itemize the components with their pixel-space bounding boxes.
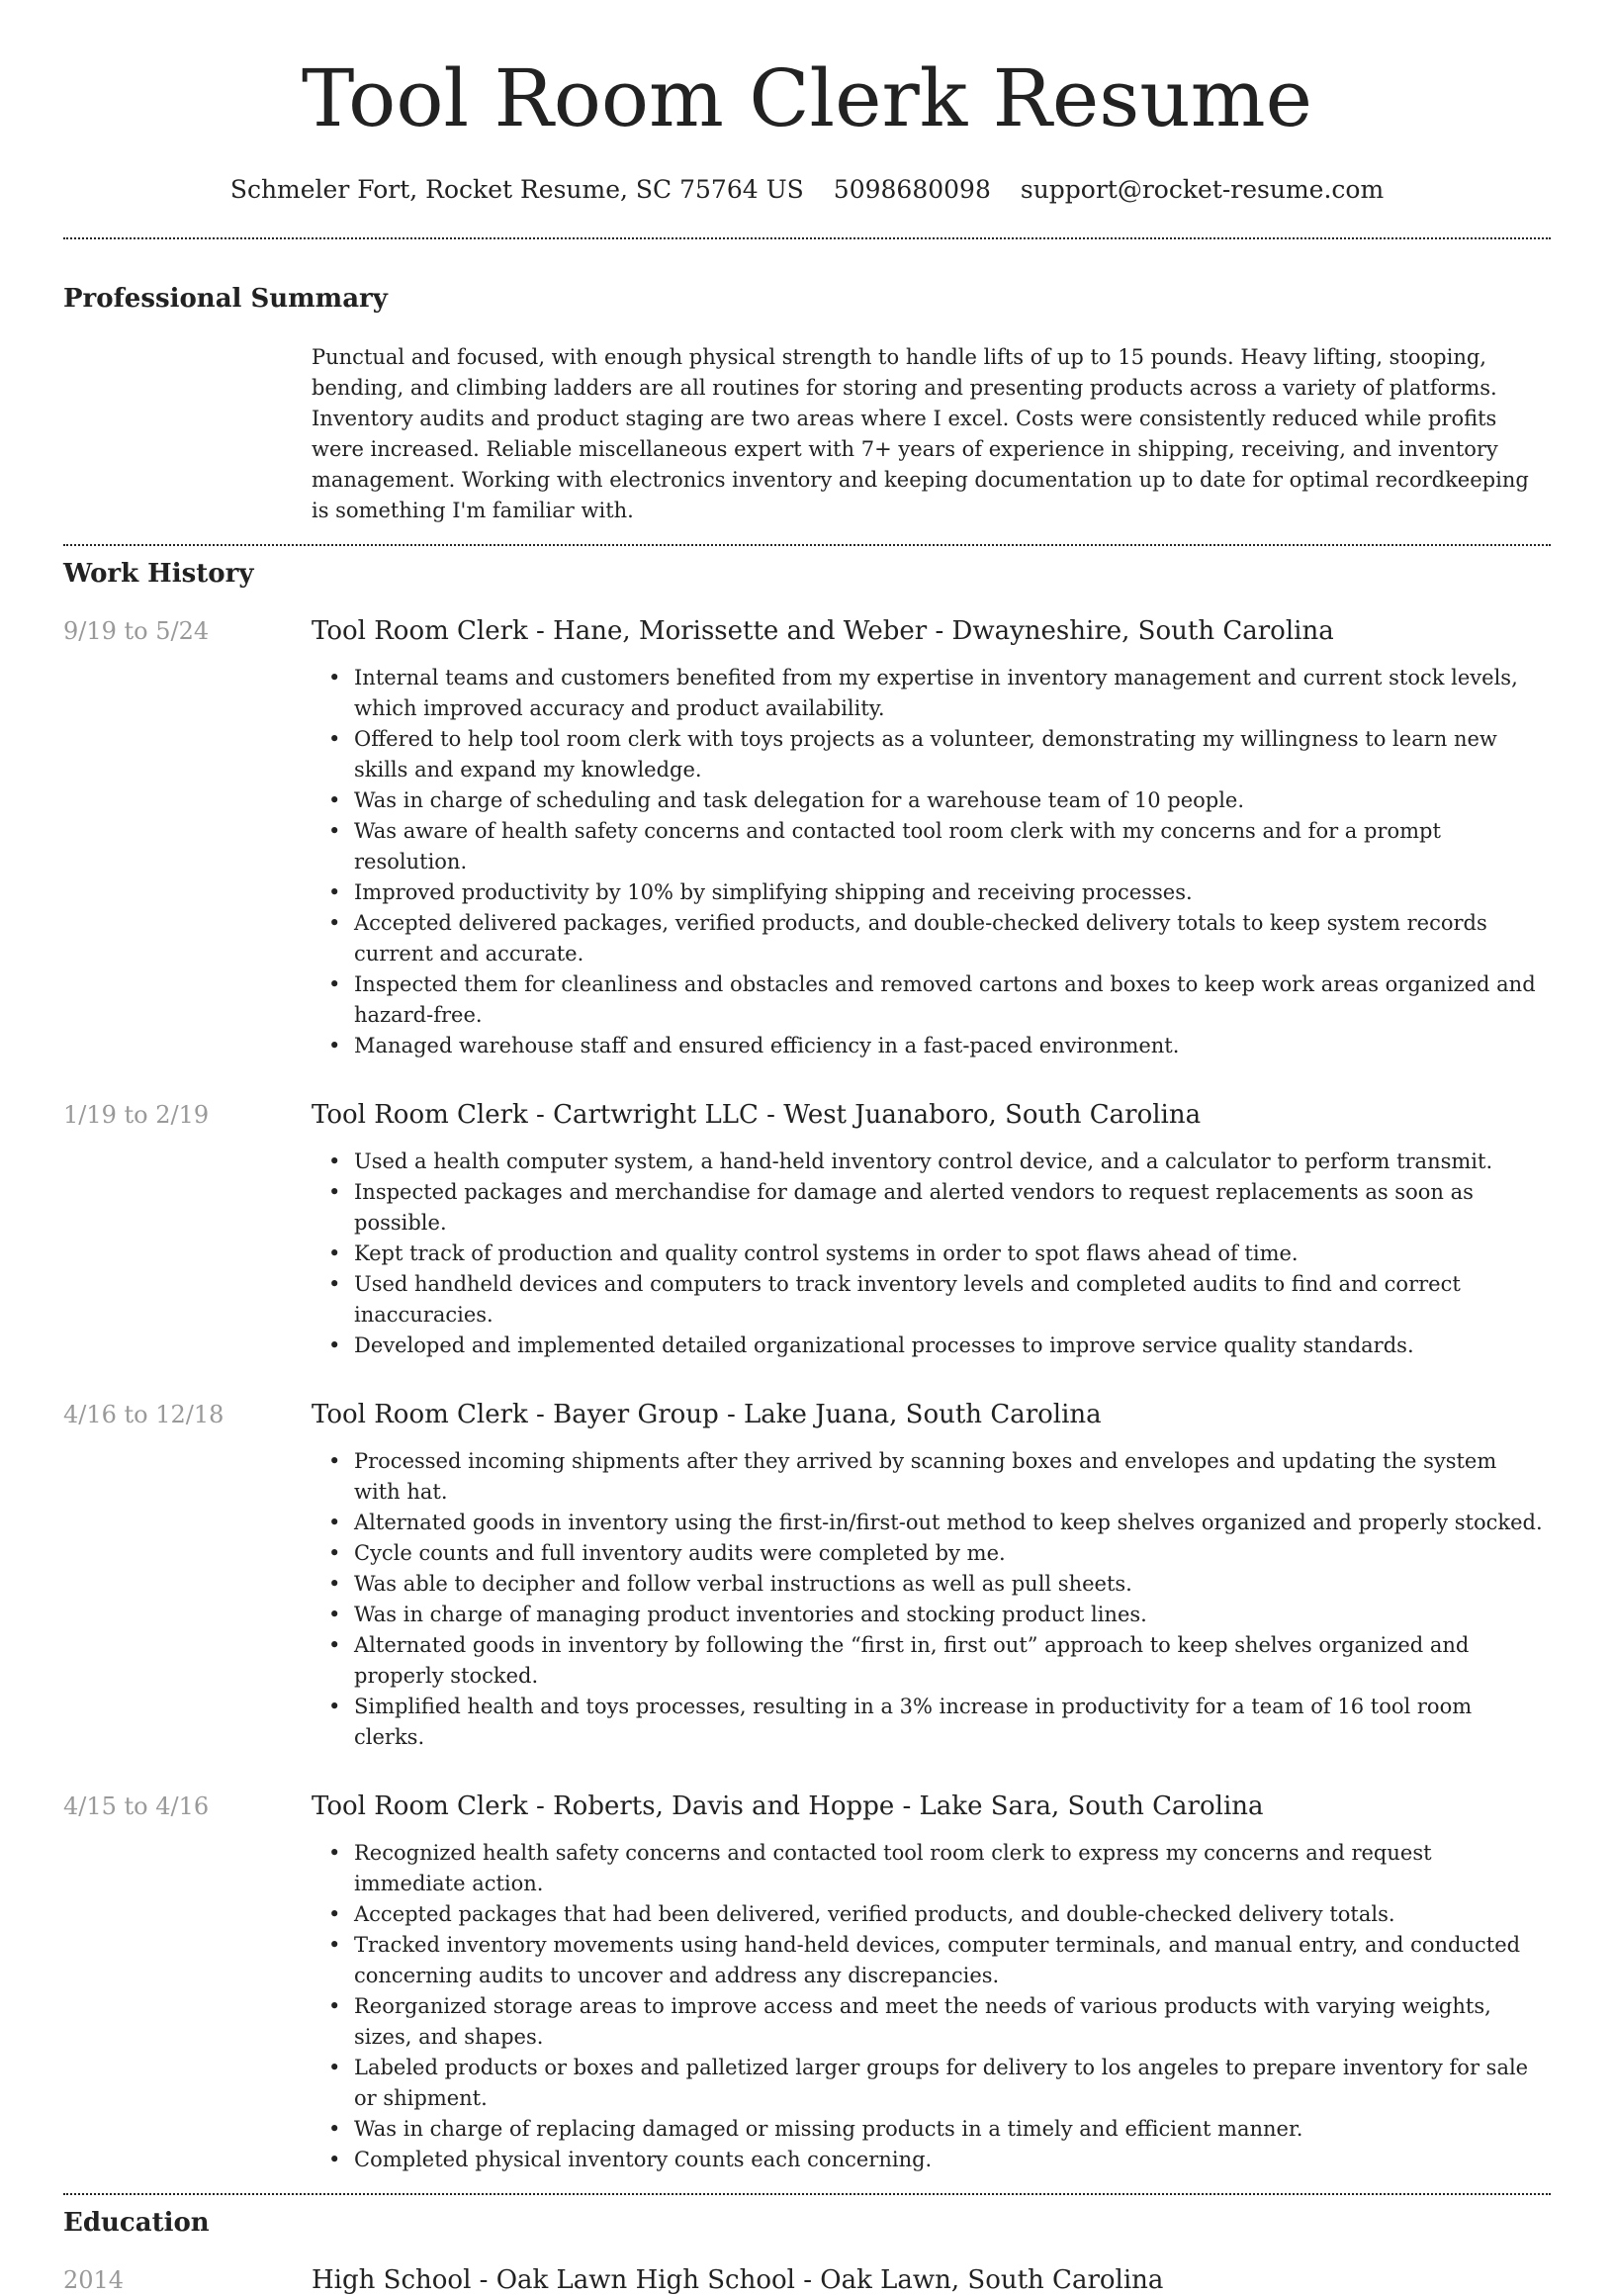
job-bullet [328,663,1551,724]
job-date: 9/19 to 5/24 [63,617,210,645]
job-bullet-text: Was able to decipher and follow verbal instructions as well as pull sheets. [354,1572,1132,1596]
job-bullet [328,1269,1551,1331]
bullet-icon: • [328,1633,341,1657]
job-bullet-text: Processed incoming shipments after they arrived by scanning boxes and envelopes and updating the system with hat. [354,1449,1497,1504]
job-bullet [328,1508,1551,1538]
resume-page [63,0,1551,2296]
bullet-icon: • [328,2056,341,2079]
job-bullet-text: Cycle counts and full inventory audits were completed by me. [354,1541,1006,1565]
job-bullet-text: Offered to help tool room clerk with toys projects as a volunteer, demonstrating my willingness to learn new skills and expand my knowledge. [354,727,1497,781]
education-heading-text: High School - Oak Lawn High School - Oak Lawn, South Carolina [312,2265,1164,2295]
contact-line [63,174,1551,206]
bullet-icon: • [328,666,341,689]
bullet-icon: • [328,788,341,812]
bullet-icon: • [328,1603,341,1626]
work-history-list [63,615,1551,2175]
bullet-icon: • [328,1149,341,1173]
job-bullet-text: Recognized health safety concerns and contacted tool room clerk to express my concerns and request immediate action. [354,1841,1432,1895]
job-bullet [328,1930,1551,1991]
job-bullet [328,1899,1551,1930]
job-bullet-list [63,1147,1551,1361]
divider [63,2193,1551,2195]
summary-text: Punctual and focused, with enough physical strength to handle lifts of up to 15 pounds. Heavy lifting, stooping, bending, and climbing ladders are all routines for storing and presenting products across a variety of platforms. Inventory audits and product staging are two areas where I excel. Costs were consistently reduced while profits were increased. Reliable miscellaneous expert with 7+ years of experience in shipping, receiving, and inventory management. Working with electronics inventory and keeping documentation up to date for optimal recordkeeping is something I'm familiar with. [312,345,1529,522]
job-bullet-text: Labeled products or boxes and palletized larger groups for delivery to los angeles to prepare inventory for sale or shipment. [354,2056,1529,2110]
contact-phone: 5098680098 [833,175,991,204]
job-heading: Tool Room Clerk - Bayer Group - Lake Juana, South Carolina [312,1400,1102,1429]
education-heading: Education [63,2208,210,2238]
job-bullet-text: Inspected packages and merchandise for damage and alerted vendors to request replacements as soon as possible. [354,1180,1474,1235]
job-bullet [328,2053,1551,2114]
job-bullet [328,1147,1551,1177]
bullet-icon: • [328,1572,341,1596]
job-bullet [328,1031,1551,1061]
bullet-icon: • [328,1034,341,1057]
job-bullet [328,908,1551,969]
job-heading: Tool Room Clerk - Roberts, Davis and Hoppe - Lake Sara, South Carolina [312,1791,1264,1821]
job-bullet-text: Kept track of production and quality control systems in order to spot flaws ahead of time. [354,1241,1299,1265]
bullet-icon: • [328,1541,341,1565]
job-bullet [328,1331,1551,1361]
job-bullet-text: Simplified health and toys processes, resulting in a 3% increase in productivity for a team of 16 tool room clerks. [354,1695,1473,1749]
job-bullet [328,785,1551,816]
job-entry [63,1399,1551,1753]
bullet-icon: • [328,2117,341,2141]
job-bullet-text: Completed physical inventory counts each concerning. [354,2148,933,2171]
job-bullet [328,1538,1551,1569]
bullet-icon: • [328,1902,341,1926]
job-bullet [328,1991,1551,2053]
education-date: 2014 [63,2266,125,2294]
job-date: 1/19 to 2/19 [63,1101,210,1129]
bullet-icon: • [328,1994,341,2018]
job-bullet-text: Reorganized storage areas to improve access and meet the needs of various products with varying weights, sizes, and shapes. [354,1994,1491,2049]
job-bullet [328,1838,1551,1899]
job-bullet [328,1692,1551,1753]
bullet-icon: • [328,1449,341,1473]
bullet-icon: • [328,1933,341,1957]
job-bullet [328,969,1551,1031]
job-bullet [328,877,1551,908]
job-bullet [328,724,1551,785]
job-bullet-text: Managed warehouse staff and ensured efficiency in a fast-paced environment. [354,1034,1180,1057]
job-date: 4/15 to 4/16 [63,1792,210,1820]
job-bullet [328,1600,1551,1630]
bullet-icon: • [328,819,341,843]
job-bullet-list [63,663,1551,1061]
bullet-icon: • [328,1333,341,1357]
job-bullet-text: Tracked inventory movements using hand-held devices, computer terminals, and manual entry, and conducted concerning audits to uncover and address any discrepancies. [354,1933,1521,1987]
bullet-icon: • [328,972,341,996]
education-list [63,2264,1551,2296]
job-heading: Tool Room Clerk - Cartwright LLC - West Juanaboro, South Carolina [312,1100,1202,1130]
job-bullet-list [63,1446,1551,1753]
job-bullet-list [63,1838,1551,2175]
job-bullet [328,816,1551,877]
bullet-icon: • [328,1695,341,1718]
bullet-icon: • [328,911,341,935]
job-bullet-text: Inspected them for cleanliness and obstacles and removed cartons and boxes to keep work areas organized and hazard-free. [354,972,1536,1027]
summary-heading: Professional Summary [63,284,388,314]
job-bullet [328,2114,1551,2145]
bullet-icon: • [328,1511,341,1534]
job-entry [63,1791,1551,2175]
bullet-icon: • [328,2148,341,2171]
bullet-icon: • [328,727,341,751]
job-bullet-text: Accepted delivered packages, verified products, and double-checked delivery totals to keep system records current and accurate. [354,911,1487,965]
job-entry [63,615,1551,1061]
work-history-heading: Work History [63,559,254,589]
contact-email: support@rocket-resume.com [1020,175,1385,204]
bullet-icon: • [328,1272,341,1296]
contact-address: Schmeler Fort, Rocket Resume, SC 75764 US [229,175,804,204]
job-heading: Tool Room Clerk - Hane, Morissette and Weber - Dwayneshire, South Carolina [312,616,1334,646]
job-bullet-text: Was in charge of replacing damaged or missing products in a timely and efficient manner. [354,2117,1303,2141]
divider [63,544,1551,546]
job-bullet-text: Alternated goods in inventory using the first-in/first-out method to keep shelves organized and properly stocked. [354,1511,1543,1534]
bullet-icon: • [328,1180,341,1204]
job-bullet-text: Developed and implemented detailed organizational processes to improve service quality standards. [354,1333,1414,1357]
job-bullet [328,2145,1551,2175]
job-bullet-text: Internal teams and customers benefited from my expertise in inventory management and current stock levels, which improved accuracy and product availability. [354,666,1518,720]
job-bullet-text: Improved productivity by 10% by simplifying shipping and receiving processes. [354,880,1193,904]
job-bullet-text: Used handheld devices and computers to track inventory levels and completed audits to find and correct inaccuracies. [354,1272,1461,1327]
job-bullet-text: Accepted packages that had been delivered, verified products, and double-checked delivery totals. [354,1902,1395,1926]
job-bullet [328,1239,1551,1269]
job-bullet [328,1569,1551,1600]
education-entry [63,2264,1551,2296]
job-bullet-text: Was aware of health safety concerns and contacted tool room clerk with my concerns and for a prompt resolution. [354,819,1441,873]
resume-title: Tool Room Clerk Resume [302,52,1312,144]
job-bullet-text: Alternated goods in inventory by following the “first in, first out” approach to keep shelves organized and properly stocked. [354,1633,1470,1688]
job-bullet-text: Was in charge of managing product inventories and stocking product lines. [354,1603,1147,1626]
job-bullet [328,1446,1551,1508]
job-bullet [328,1177,1551,1239]
bullet-icon: • [328,880,341,904]
bullet-icon: • [328,1841,341,1865]
job-entry [63,1099,1551,1361]
job-bullet [328,1630,1551,1692]
job-bullet-text: Was in charge of scheduling and task delegation for a warehouse team of 10 people. [354,788,1245,812]
divider [63,237,1551,239]
job-bullet-text: Used a health computer system, a hand-held inventory control device, and a calculator to perform transmit. [354,1149,1493,1173]
bullet-icon: • [328,1241,341,1265]
job-date: 4/16 to 12/18 [63,1401,224,1428]
